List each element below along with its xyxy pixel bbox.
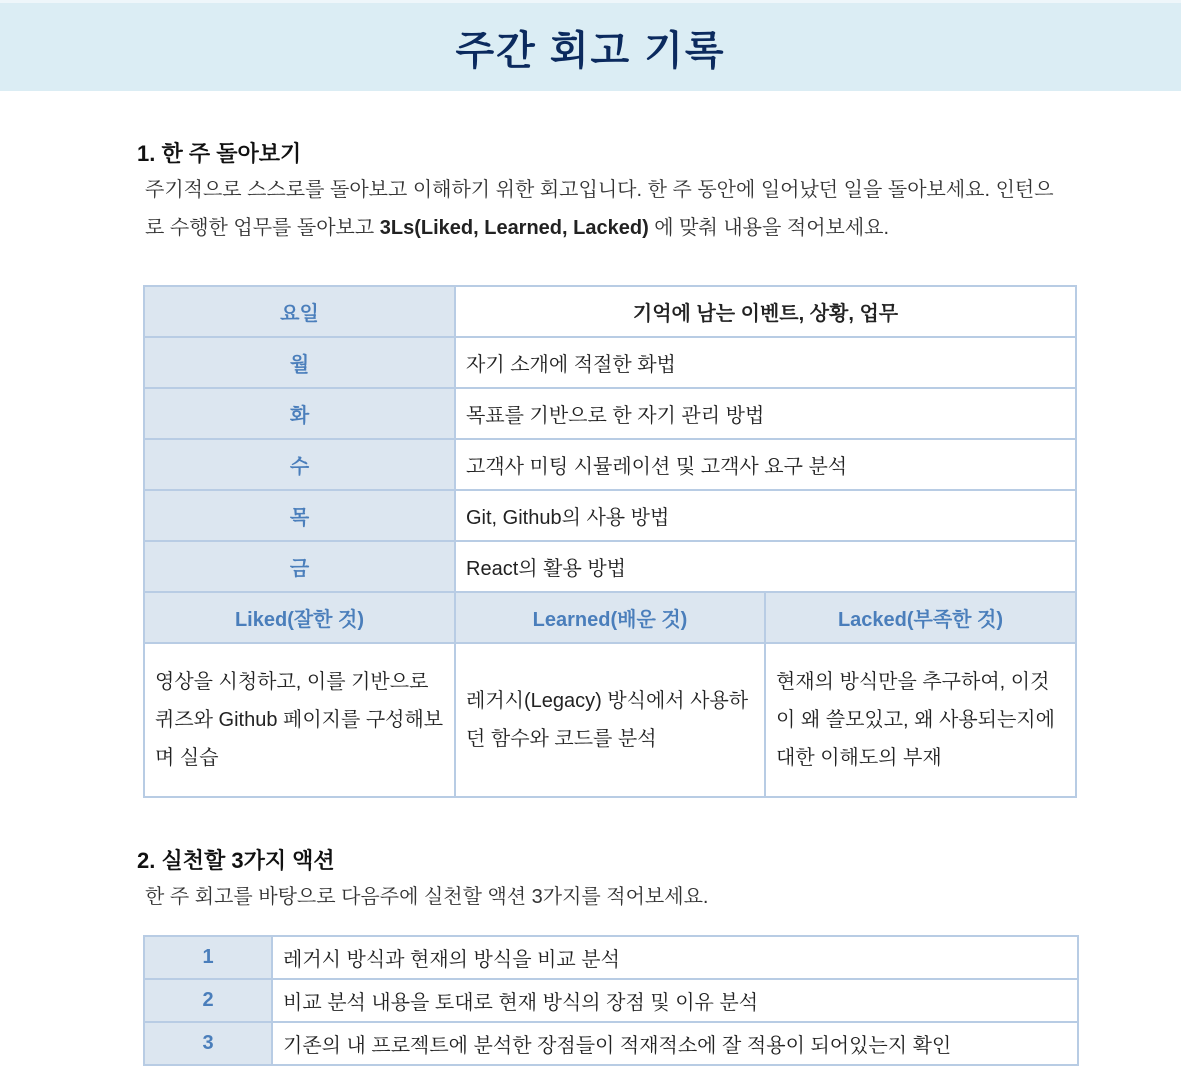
section1-heading: 1. 한 주 돌아보기 xyxy=(137,141,302,166)
actions-table xyxy=(143,935,1079,1066)
action-text: 레거시 방식과 현재의 방식을 비교 분석 xyxy=(272,936,1078,979)
header-liked: Liked(잘한 것) xyxy=(144,592,455,643)
event-cell: 목표를 기반으로 한 자기 관리 방법 xyxy=(455,388,1076,439)
action-number: 2 xyxy=(144,979,272,1022)
action-text: 기존의 내 프로젝트에 분석한 장점들이 적재적소에 잘 적용이 되어있는지 확인 xyxy=(272,1022,1078,1065)
learned-cell: 레거시(Legacy) 방식에서 사용하던 함수와 코드를 분석 xyxy=(455,643,765,797)
header-event: 기억에 남는 이벤트, 상황, 업무 xyxy=(455,286,1076,337)
title-banner xyxy=(0,0,1181,91)
section2-heading: 2. 실천할 3가지 액션 xyxy=(137,848,335,873)
day-cell: 금 xyxy=(144,541,455,592)
day-cell: 화 xyxy=(144,388,455,439)
header-lacked: Lacked(부족한 것) xyxy=(765,592,1076,643)
action-text: 비교 분석 내용을 토대로 현재 방식의 장점 및 이유 분석 xyxy=(272,979,1078,1022)
header-learned: Learned(배운 것) xyxy=(455,592,765,643)
header-day: 요일 xyxy=(144,286,455,337)
day-cell: 목 xyxy=(144,490,455,541)
event-cell: Git, Github의 사용 방법 xyxy=(455,490,1076,541)
lacked-cell: 현재의 방식만을 추구하여, 이것이 왜 쓸모있고, 왜 사용되는지에 대한 이해도의 부재 xyxy=(765,643,1076,797)
action-number: 1 xyxy=(144,936,272,979)
section1-description: 주기적으로 스스로를 돌아보고 이해하기 위한 회고입니다. 한 주 동안에 일어났던 일을 돌아보세요. 인턴으로 수행한 업무를 돌아보고 3Ls(Liked, Learned, Lacked) 에 맞춰 내용을 적어보세요. xyxy=(145,179,1054,239)
section2-description: 한 주 회고를 바탕으로 다음주에 실천할 액션 3가지를 적어보세요. xyxy=(145,886,709,908)
liked-cell: 영상을 시청하고, 이를 기반으로 퀴즈와 Github 페이지를 구성해보며 실습 xyxy=(144,643,455,797)
event-cell: React의 활용 방법 xyxy=(455,541,1076,592)
weekly-table xyxy=(143,285,1077,798)
action-number: 3 xyxy=(144,1022,272,1065)
day-cell: 월 xyxy=(144,337,455,388)
page-title: 주간 회고 기록 xyxy=(455,28,726,73)
day-cell: 수 xyxy=(144,439,455,490)
event-cell: 자기 소개에 적절한 화법 xyxy=(455,337,1076,388)
event-cell: 고객사 미팅 시뮬레이션 및 고객사 요구 분석 xyxy=(455,439,1076,490)
